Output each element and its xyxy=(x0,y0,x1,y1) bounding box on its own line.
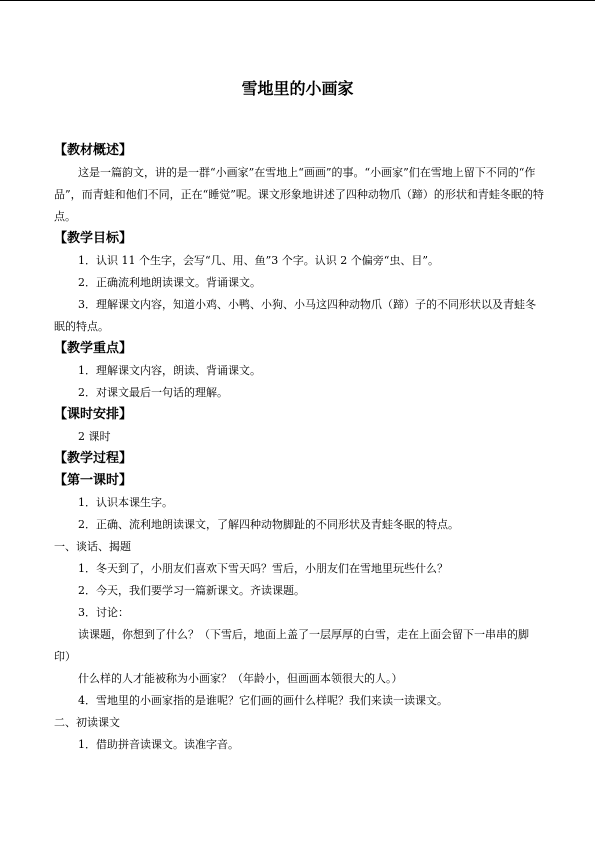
part2-item: 1．借助拼音读课文。读准字音。 xyxy=(78,738,239,751)
schedule-text: 2 课时 xyxy=(78,430,111,443)
part2-heading: 二、初读课文 xyxy=(54,716,120,729)
focus-item: 1．理解课文内容，朗读、背诵课文。 xyxy=(78,364,261,377)
goal-item: 3．理解课文内容，知道小鸡、小鸭、小狗、小马这四种动物爪（蹄）子的不同形状以及青蛙冬眠的特点。 xyxy=(54,298,536,333)
section-heading-process: 【教学过程】 xyxy=(54,451,133,466)
section-heading-lesson1: 【第一课时】 xyxy=(54,473,133,488)
document-body xyxy=(54,140,544,756)
top-rule xyxy=(0,0,595,1)
section-heading-schedule: 【课时安排】 xyxy=(54,407,133,422)
overview-paragraph: 这是一篇韵文，讲的是一群“小画家”在雪地上“画画”的事。“小画家”们在雪地上留下不同的“作品”，而青蛙和他们不同，正在“睡觉”呢。课文形象地讲述了四种动物爪（蹄）的形状和青蛙冬眠的特点。 xyxy=(54,166,544,223)
goal-item: 2．正确流利地朗读课文。背诵课文。 xyxy=(78,276,261,289)
goal-item: 1．认识 11 个生字，会写“几、用、鱼”3 个字。认识 2 个偏旁“虫、目”。 xyxy=(78,254,439,267)
part1-item: 1．冬天到了，小朋友们喜欢下雪天吗？雪后，小朋友们在雪地里玩些什么？ xyxy=(78,562,448,575)
part1-item: 什么样的人才能被称为小画家？（年龄小，但画画本领很大的人。） xyxy=(78,672,403,685)
document-title: 雪地里的小画家 xyxy=(241,79,354,98)
section-heading-goals: 【教学目标】 xyxy=(54,231,133,246)
part1-item: 3．讨论： xyxy=(78,606,129,619)
part1-item: 2．今天，我们要学习一篇新课文。齐读课题。 xyxy=(78,584,305,597)
part1-heading: 一、谈话、揭题 xyxy=(54,540,131,553)
lesson1-item: 2．正确、流利地朗读课文，了解四种动物脚趾的不同形状及青蛙冬眠的特点。 xyxy=(78,518,459,531)
part1-item: 4．雪地里的小画家指的是谁呢？它们画的画什么样呢？我们来读一读课文。 xyxy=(78,694,448,707)
section-heading-overview: 【教材概述】 xyxy=(54,143,133,158)
lesson1-item: 1．认识本课生字。 xyxy=(78,496,173,509)
section-heading-focus: 【教学重点】 xyxy=(54,341,133,356)
focus-item: 2．对课文最后一句话的理解。 xyxy=(78,386,228,399)
part1-item: 读课题，你想到了什么？（下雪后，地面上盖了一层厚厚的白雪，走在上面会留下一串串的脚印） xyxy=(54,628,529,663)
